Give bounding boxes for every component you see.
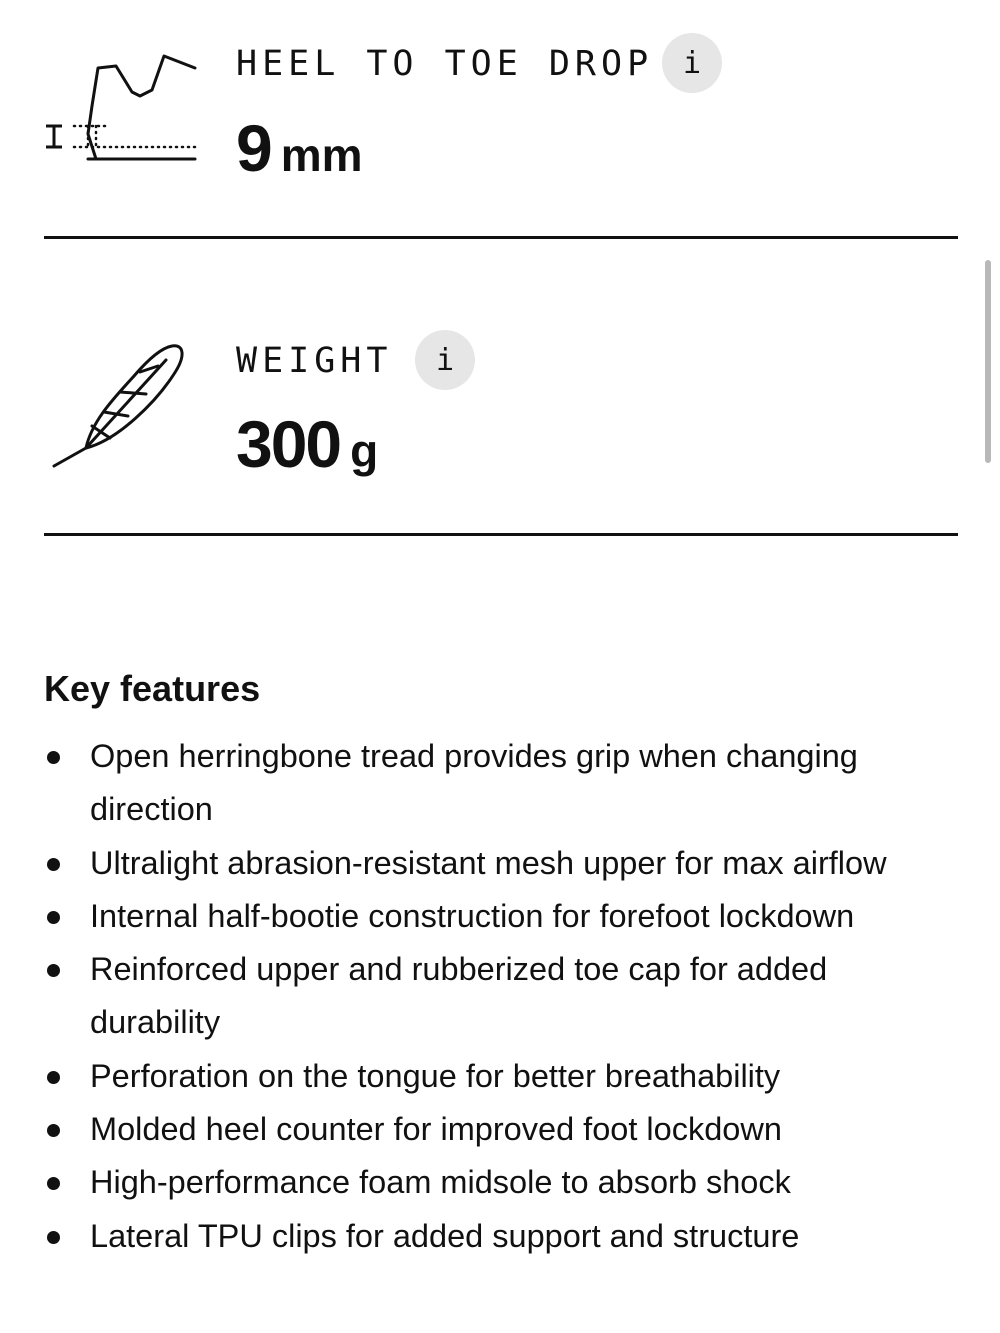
spec-value xyxy=(236,406,378,482)
spec-value-number: 9 xyxy=(236,111,271,185)
spec-heel-to-toe-drop xyxy=(0,0,1000,240)
spec-value-number: 300 xyxy=(236,407,341,481)
list-item xyxy=(0,730,950,837)
spec-value-unit: g xyxy=(350,425,379,477)
bullet-icon xyxy=(47,1231,60,1244)
spec-value xyxy=(236,110,363,186)
feature-text: Molded heel counter for improved foot lockdown xyxy=(90,1111,782,1148)
spec-value-unit: mm xyxy=(280,129,363,181)
bullet-icon xyxy=(47,751,60,764)
feature-text: Reinforced upper and rubberized toe cap for added durability xyxy=(90,951,828,1041)
spec-weight xyxy=(0,240,1000,536)
feature-text: Lateral TPU clips for added support and structure xyxy=(90,1217,800,1254)
bullet-icon xyxy=(47,1071,60,1084)
divider xyxy=(44,236,958,239)
scrollbar[interactable] xyxy=(985,260,991,463)
list-item xyxy=(0,890,950,943)
spec-label: WEIGHT xyxy=(236,341,393,381)
list-item xyxy=(0,943,950,1050)
list-item xyxy=(0,837,950,890)
bullet-icon xyxy=(47,964,60,977)
bullet-icon xyxy=(47,1124,60,1137)
feature-text: Internal half-bootie construction for forefoot lockdown xyxy=(90,897,855,934)
list-item xyxy=(0,1156,950,1209)
divider xyxy=(44,533,958,536)
feature-text: High-performance foam midsole to absorb shock xyxy=(90,1164,791,1201)
heel-to-toe-drop-icon xyxy=(40,46,200,166)
bullet-icon xyxy=(47,1177,60,1190)
key-features-list xyxy=(0,730,1000,1263)
bullet-icon xyxy=(47,858,60,871)
feature-text: Open herringbone tread provides grip when changing direction xyxy=(90,738,858,828)
feather-icon xyxy=(48,340,188,472)
list-item xyxy=(0,1050,950,1103)
spec-label: HEEL TO TOE DROP xyxy=(236,44,654,84)
key-features-title: Key features xyxy=(44,668,261,709)
bullet-icon xyxy=(47,911,60,924)
feature-text: Ultralight abrasion-resistant mesh upper for max airflow xyxy=(90,844,887,881)
info-button[interactable]: i xyxy=(415,330,475,390)
list-item xyxy=(0,1210,950,1263)
list-item xyxy=(0,1103,950,1156)
info-button[interactable]: i xyxy=(662,33,722,93)
feature-text: Perforation on the tongue for better breathability xyxy=(90,1057,781,1094)
